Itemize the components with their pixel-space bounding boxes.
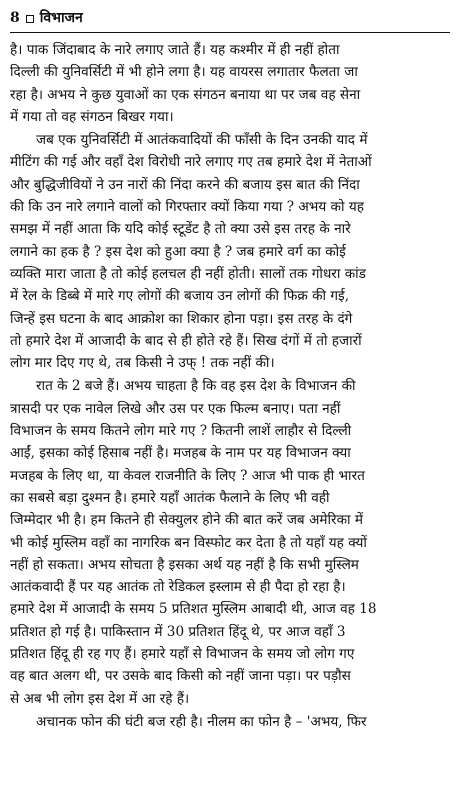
square-ornament-icon: [26, 15, 34, 23]
text-line: त्रासदी पर एक नावेल लिखे और उस पर एक फिल्म बनाए। पता नहीं: [10, 400, 341, 417]
text-line: लगाने का हक है ? इस देश को हुआ क्या है ? जब हमारे वर्ग का कोई: [10, 243, 346, 260]
text-line: व्यक्ति मारा जाता है तो कोई हलचल ही नहीं होती। सालों तक गोधरा कांड: [10, 265, 366, 282]
text-line: है। पाक जिंदाबाद के नारे लगाए जाते हैं। यह कश्मीर में ही नहीं होता: [10, 42, 340, 58]
running-header: [10, 0, 450, 32]
running-title: विभाजन: [39, 10, 83, 26]
text-line: और बुद्धिजीवियों ने उन नारों की निंदा करने की बजाय इस बात की निंदा: [10, 176, 360, 193]
text-line: हमारे देश में आजादी के समय 5 प्रतिशत मुस्लिम आबादी थी, आज वह 18: [10, 601, 377, 618]
text-line: भी कोई मुस्लिम वहाँ का नागरिक बन विस्फोट कर देता है तो यहाँ यह क्यों: [10, 534, 367, 551]
text-line: तो हमारे देश में आजादी के बाद से ही होते रहे हैं। सिख दंगों में तो हजारों: [10, 332, 362, 349]
page-number: 8: [10, 10, 20, 26]
text-line: मजहब के लिए था, या केवल राजनीति के लिए ? आज भी पाक ही भारत: [10, 467, 365, 484]
text-line: रहा है। अभय ने कुछ युवाओं का एक संगठन बनाया था पर जब वह सेना: [10, 86, 361, 103]
header-divider: [10, 32, 450, 33]
text-line: लोग मार दिए गए थे, तब किसी ने उफ् ! तक नहीं की।: [10, 355, 275, 372]
text-line: प्रतिशत हिंदू ही रह गए हैं। हमारे यहाँ से विभाजन के समय जो लोग गए: [10, 646, 355, 663]
text-line: से अब भी लोग इस देश में आ रहे हैं।: [10, 690, 190, 707]
text-line: विभाजन के समय कितने लोग मारे गए ? कितनी लाशें लाहौर से दिल्ली: [10, 423, 352, 440]
text-line: रात के 2 बजे हैं। अभय चाहता है कि वह इस देश के विभाजन की: [36, 378, 356, 395]
text-line: दिल्ली की युनिवर्सिटी में भी होने लगा है। यह वायरस लगातार फैलता जा: [10, 64, 358, 81]
paragraph: [10, 129, 450, 374]
paragraph: [10, 375, 450, 709]
text-line: का सबसे बड़ा दुश्मन है। हमारे यहाँ आतंक फैलाने के लिए भी वही: [10, 489, 330, 506]
text-line: प्रतिशत हो गई है। पाकिस्तान में 30 प्रतिशत हिंदू थे, पर आज वहाँ 3: [10, 623, 346, 640]
text-line: में रेल के डिब्बे में मारे गए लोगों की बजाय उन लोगों की फिक्र की गई,: [10, 288, 350, 305]
text-line: समझ में नहीं आता कि यदि कोई स्टूडेंट है तो क्या उसे इस तरह के नारे: [10, 221, 351, 238]
text-line: जिन्हें इस घटना के बाद आक्रोश का शिकार होना पड़ा। इस तरह के दंगे: [10, 310, 353, 327]
text-line: आतंकवादी हैं पर यह आतंक तो रेडिकल इस्लाम से ही पैदा हो रहा है।: [10, 579, 346, 596]
text-line: वह बात अलग थी, पर उसके बाद किसी को नहीं जाना पड़ा। पर पड़ौस: [10, 668, 351, 685]
text-line: जिम्मेदार भी है। हम कितने ही सेक्युलर होने की बात करें जब अमेरिका में: [10, 512, 363, 529]
text-line: आईं, इसका कोई हिसाब नहीं है। मजहब के नाम पर यह विभाजन क्या: [10, 445, 351, 462]
text-line: की कि उन नारे लगाने वालों को गिरफ्तार क्यों किया गया ? अभय को यह: [10, 199, 364, 216]
text-line: मीटिंग की गई और वहाँ देश विरोधी नारे लगाए गए तब हमारे देश में नेताओं: [10, 154, 372, 171]
text-line: में गया तो वह संगठन बिखर गया।: [10, 108, 174, 125]
text-line: अचानक फोन की घंटी बज रही है। नीलम का फोन है – 'अभय, फिर: [36, 713, 367, 730]
paragraph: [10, 39, 450, 128]
text-line: जब एक युनिवर्सिटी में आतंकवादियों की फाँसी के दिन उनकी याद में: [36, 132, 368, 149]
body-text: [10, 39, 450, 733]
text-line: नहीं हो सकता। अभय सोचता है इसका अर्थ यह नहीं है कि सभी मुस्लिम: [10, 556, 359, 573]
paragraph: [10, 711, 450, 733]
